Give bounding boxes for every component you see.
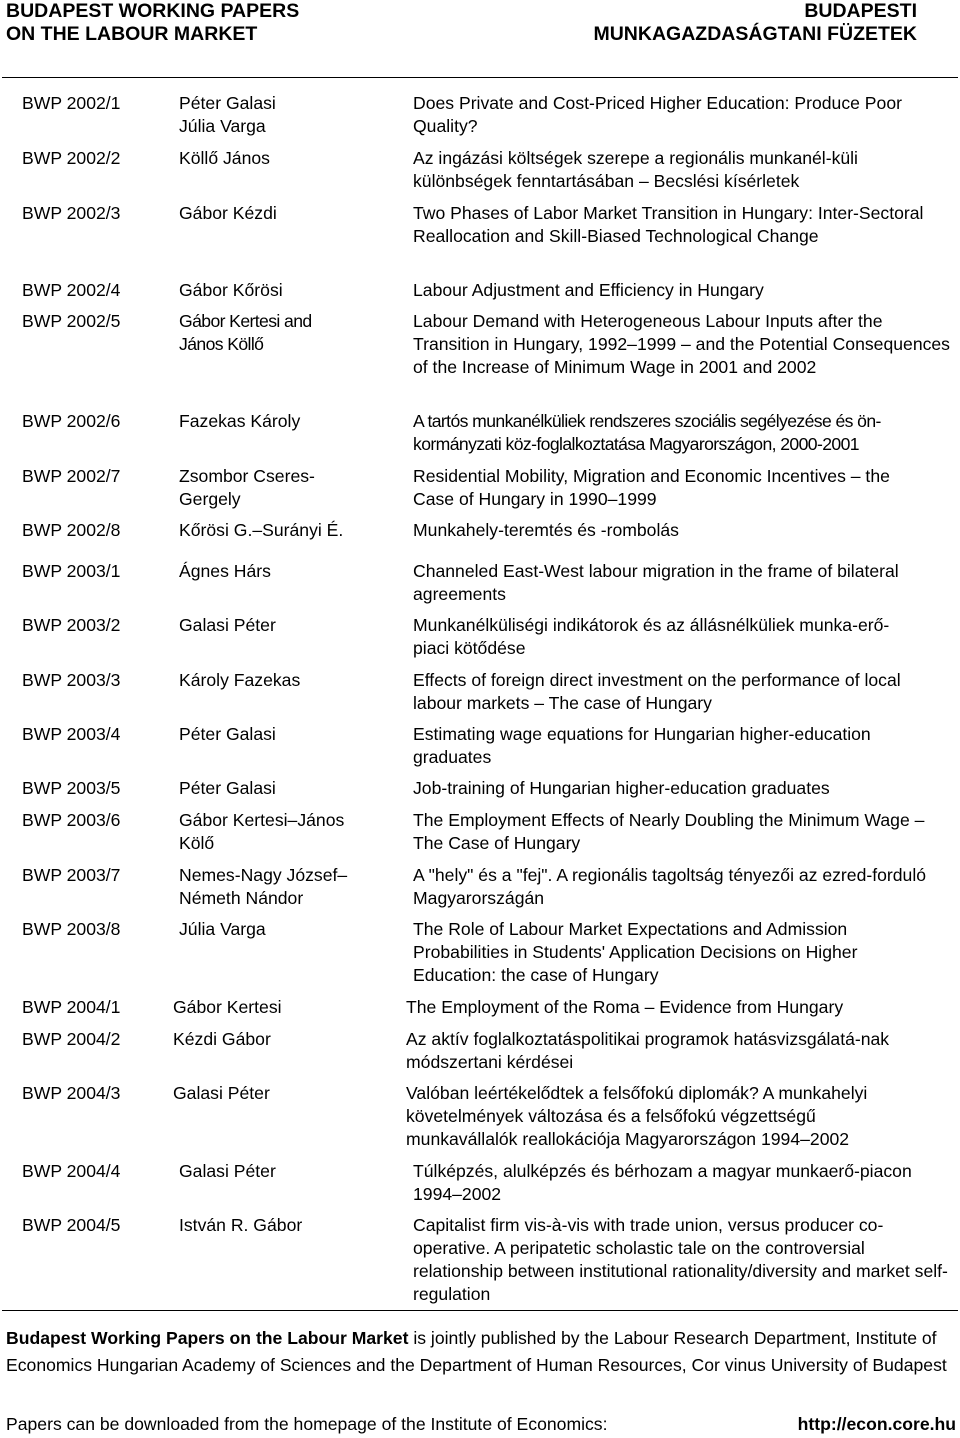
paper-code: BWP 2002/3 bbox=[22, 203, 121, 223]
header-left-line1: BUDAPEST WORKING PAPERS bbox=[6, 0, 300, 22]
header-right-line2: MUNKAGAZDASÁGTANI FÜZETEK bbox=[593, 23, 917, 45]
paper-author: Ágnes Hárs bbox=[179, 561, 271, 581]
download-text: Papers can be downloaded from the homepage of the Institute of Economics: bbox=[6, 1414, 608, 1434]
paper-author: Péter Galasi Júlia Varga bbox=[179, 93, 276, 136]
paper-title: Effects of foreign direct investment on the performance of local labour markets – The case of Hungary bbox=[413, 670, 901, 713]
paper-code: BWP 2002/5 bbox=[22, 311, 121, 331]
header-left-line2: ON THE LABOUR MARKET bbox=[6, 23, 258, 45]
paper-code: BWP 2003/6 bbox=[22, 810, 121, 830]
paper-author: Gábor Kézdi bbox=[179, 203, 277, 223]
paper-author: Gábor Kertesi and János Köllő bbox=[179, 311, 312, 354]
paper-code: BWP 2003/8 bbox=[22, 919, 121, 939]
paper-title: Residential Mobility, Migration and Economic Incentives – the Case of Hungary in 1990–1999 bbox=[413, 466, 890, 509]
paper-author: Galasi Péter bbox=[173, 1083, 270, 1103]
header-right-line1: BUDAPESTI bbox=[804, 0, 917, 22]
paper-title: Capitalist firm vis-à-vis with trade union, versus producer co-operative. A peripatetic scholastic tale on the controversial relationship between institutional rationality/diversity and market self-regulation bbox=[413, 1215, 948, 1304]
paper-code: BWP 2002/1 bbox=[22, 93, 121, 113]
paper-author: Gábor Kertesi bbox=[173, 997, 282, 1017]
paper-author: Galasi Péter bbox=[179, 615, 276, 635]
paper-title: Túlképzés, alulképzés és bérhozam a magyar munkaerő-piacon 1994–2002 bbox=[413, 1161, 912, 1204]
paper-author: Péter Galasi bbox=[179, 724, 276, 744]
publication-text: is jointly published by the Labour Research Department, Institute of Economics Hungarian Academy of Sciences and the Department of Human Resources, Cor vinus University of Budapest bbox=[6, 1328, 947, 1375]
paper-code: BWP 2003/1 bbox=[22, 561, 121, 581]
paper-author: Károly Fazekas bbox=[179, 670, 301, 690]
series-name: Budapest Working Papers on the Labour Market bbox=[6, 1328, 409, 1348]
paper-code: BWP 2002/7 bbox=[22, 466, 121, 486]
footer-divider bbox=[2, 1310, 958, 1311]
paper-author: Gábor Kertesi–János Kölő bbox=[179, 810, 345, 853]
paper-title: Job-training of Hungarian higher-education graduates bbox=[413, 778, 830, 798]
paper-author: Gábor Kőrösi bbox=[179, 280, 283, 300]
paper-code: BWP 2004/5 bbox=[22, 1215, 121, 1235]
paper-title: Labour Demand with Heterogeneous Labour Inputs after the Transition in Hungary, 1992–1999 – and the Potential Consequences of the Increase of Minimum Wage in 2001 and 2002 bbox=[413, 311, 950, 377]
paper-author: Galasi Péter bbox=[179, 1161, 276, 1181]
paper-code: BWP 2003/4 bbox=[22, 724, 121, 744]
paper-author: Júlia Varga bbox=[179, 919, 266, 939]
paper-code: BWP 2004/1 bbox=[22, 997, 121, 1017]
paper-title: Munkahely-teremtés és -rombolás bbox=[413, 520, 679, 540]
paper-author: Fazekas Károly bbox=[179, 411, 301, 431]
paper-title: The Employment of the Roma – Evidence from Hungary bbox=[406, 997, 844, 1017]
paper-title: Estimating wage equations for Hungarian higher-education graduates bbox=[413, 724, 871, 767]
paper-code: BWP 2002/6 bbox=[22, 411, 121, 431]
header-divider bbox=[2, 77, 958, 78]
paper-title: Does Private and Cost-Priced Higher Education: Produce Poor Quality? bbox=[413, 93, 902, 136]
paper-code: BWP 2002/2 bbox=[22, 148, 121, 168]
paper-author: Zsombor Cseres- Gergely bbox=[179, 466, 315, 509]
header-title-hungarian bbox=[593, 0, 917, 46]
paper-code: BWP 2002/4 bbox=[22, 280, 121, 300]
paper-title: Two Phases of Labor Market Transition in Hungary: Inter-Sectoral Reallocation and Skill-Biased Technological Change bbox=[413, 203, 924, 246]
paper-code: BWP 2003/2 bbox=[22, 615, 121, 635]
paper-code: BWP 2004/3 bbox=[22, 1083, 121, 1103]
paper-author: Kézdi Gábor bbox=[173, 1029, 271, 1049]
paper-title: The Employment Effects of Nearly Doubling the Minimum Wage – The Case of Hungary bbox=[413, 810, 925, 853]
paper-title: The Role of Labour Market Expectations and Admission Probabilities in Students' Application Decisions on Higher Education: the case of Hungary bbox=[413, 919, 858, 985]
header-title-english bbox=[6, 0, 299, 46]
paper-code: BWP 2003/3 bbox=[22, 670, 121, 690]
paper-title: Labour Adjustment and Efficiency in Hungary bbox=[413, 280, 764, 300]
paper-code: BWP 2003/7 bbox=[22, 865, 121, 885]
download-link[interactable]: http://econ.core.hu bbox=[797, 1414, 956, 1434]
paper-title: A tartós munkanélküliek rendszeres szociális segélyezése és ön-kormányzati köz-foglalkoztatása Magyarországon, 2000-2001 bbox=[413, 411, 881, 454]
paper-title: Az aktív foglalkoztatáspolitikai programok hatásvizsgálatá-nak módszertani kérdései bbox=[406, 1029, 890, 1072]
paper-code: BWP 2003/5 bbox=[22, 778, 121, 798]
paper-title: Channeled East-West labour migration in the frame of bilateral agreements bbox=[413, 561, 899, 604]
paper-title: Az ingázási költségek szerepe a regionális munkanél-küli különbségek fenntartásában – Becslési kísérletek bbox=[413, 148, 858, 191]
download-note bbox=[6, 1412, 956, 1436]
paper-author: Köllő János bbox=[179, 148, 270, 168]
publication-note bbox=[6, 1325, 954, 1378]
paper-title: A "hely" és a "fej". A regionális tagoltság tényezői az ezred-forduló Magyarországán bbox=[413, 865, 927, 908]
paper-author: Kőrösi G.–Surányi É. bbox=[179, 520, 344, 540]
paper-author: István R. Gábor bbox=[179, 1215, 303, 1235]
paper-author: Nemes-Nagy József– Németh Nándor bbox=[179, 865, 348, 908]
paper-code: BWP 2002/8 bbox=[22, 520, 121, 540]
paper-author: Péter Galasi bbox=[179, 778, 276, 798]
paper-title: Munkanélküliségi indikátorok és az állásnélküliek munka-erő-piaci kötődése bbox=[413, 615, 890, 658]
paper-title: Valóban leértékelődtek a felsőfokú diplomák? A munkahelyi követelmények változása és a felsőfokú végzettségű munkavállalók reallokációja Magyarországon 1994–2002 bbox=[406, 1083, 868, 1149]
page-header bbox=[6, 0, 954, 44]
paper-code: BWP 2004/4 bbox=[22, 1161, 121, 1181]
paper-code: BWP 2004/2 bbox=[22, 1029, 121, 1049]
